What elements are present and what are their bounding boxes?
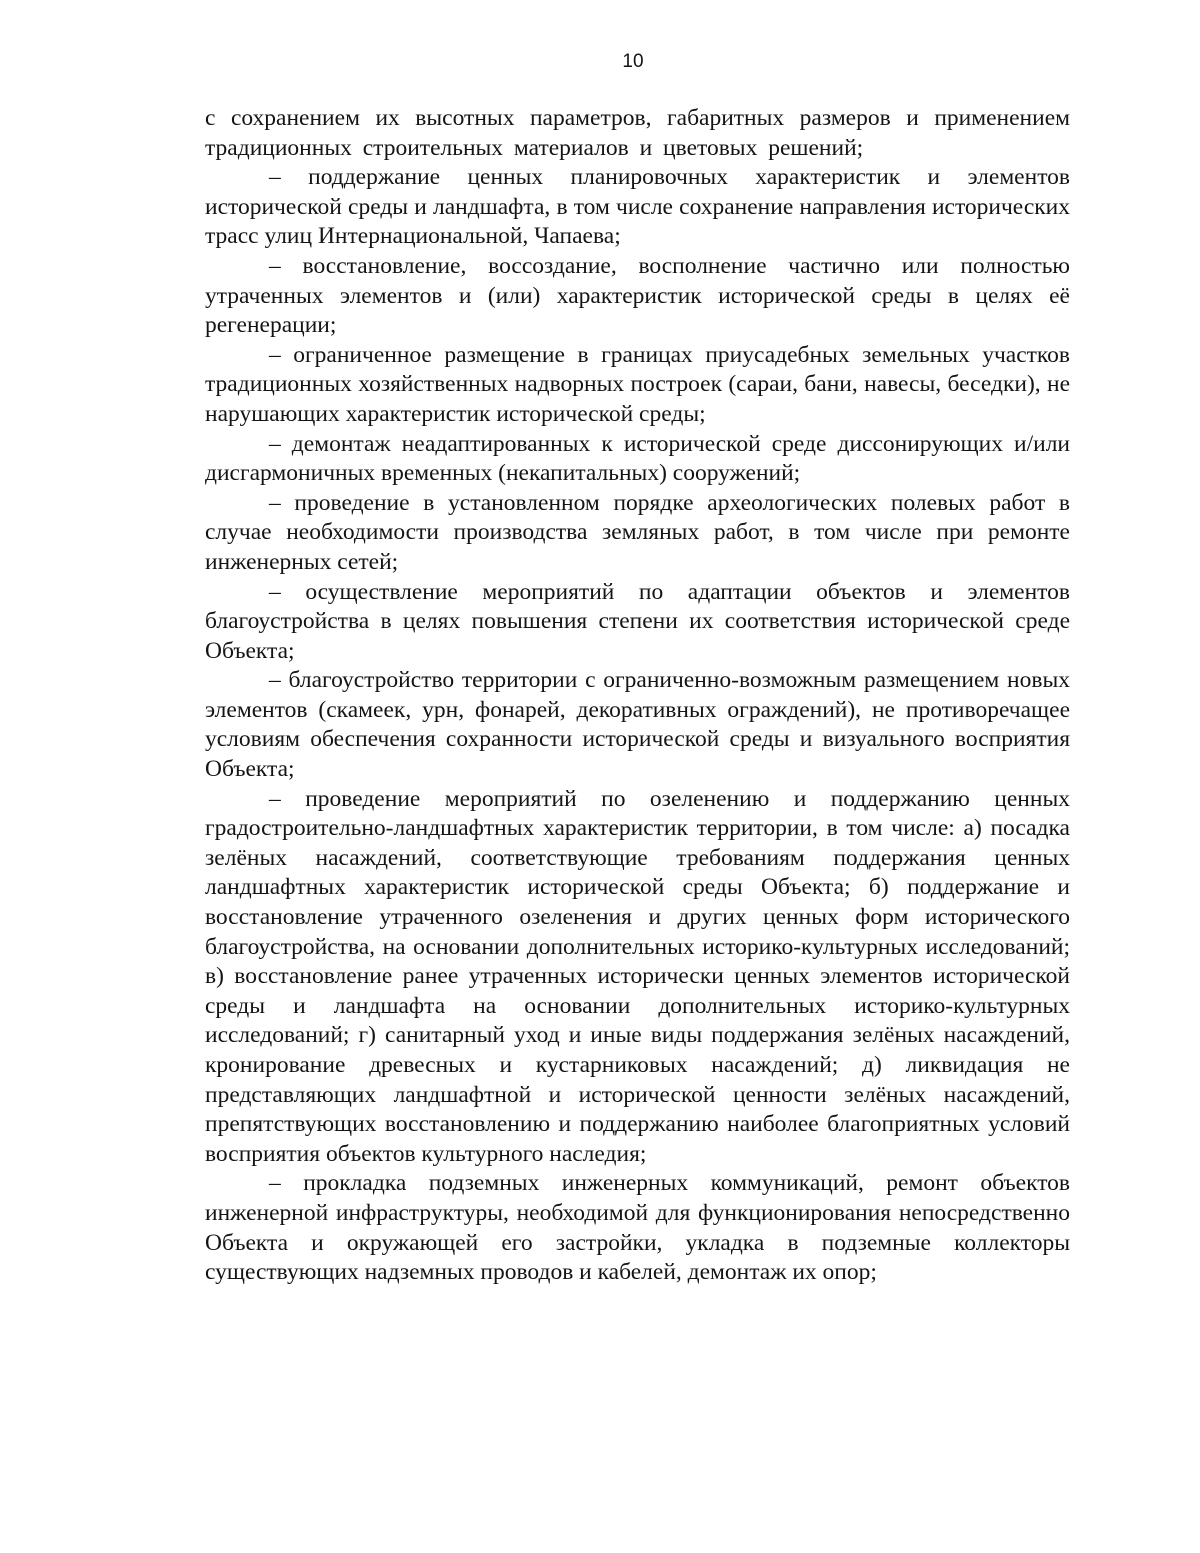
paragraph-planning-characteristics: – поддержание ценных планировочных характеристик и элементов исторической среды и ландшафта, в том числе сохранение направления исторических трасс улиц Интернациональной, Чапаева;	[205, 164, 1070, 250]
page-number: 10	[622, 51, 644, 72]
paragraph-greening: – проведение мероприятий по озеленению и поддержанию ценных градостроительно-ландшафтных характеристик территории, в том числе: а) посадка зелёных насаждений, соответствующие требованиям поддержания ценных ландшафтных характеристик исторической среды Объекта; б) поддержание и восстановление утраченного озеленения и других ценных форм исторического благоустройства, на основании дополнительных историко-культурных исследований; в) восстановление ранее утраченных исторически ценных элементов исторической среды и ландшафта на основании дополнительных историко-культурных исследований; г) санитарный уход и иные виды поддержания зелёных насаждений, кронирование древесных и кустарниковых насаждений; д) ликвидация не представляющих ландшафтной и исторической ценности зелёных насаждений, препятствующих восстановлению и поддержанию наиболее благоприятных условий восприятия объектов культурного наследия;	[205, 785, 1070, 1167]
document-body	[205, 104, 1070, 1288]
paragraph-landscaping: – благоустройство территории с ограниченно-возможным размещением новых элементов (скамеек, урн, фонарей, декоративных ограждений), не противоречащее условиям обеспечения сохранности исторической среды и визуального восприятия Объекта;	[205, 667, 1070, 783]
paragraph-continuation: с сохранением их высотных параметров, габаритных размеров и применением традиционных строительных материалов и цветовых решений;	[205, 105, 1070, 161]
paragraph-archaeology: – проведение в установленном порядке археологических полевых работ в случае необходимости производства земляных работ, в том числе при ремонте инженерных сетей;	[205, 489, 1070, 575]
paragraph-dismantling: – демонтаж неадаптированных к исторической среде диссонирующих и/или дисгармоничных временных (некапитальных) сооружений;	[205, 430, 1070, 487]
paragraph-adaptation: – осуществление мероприятий по адаптации объектов и элементов благоустройства в целях повышения степени их соответствия исторической среде Объекта;	[205, 578, 1070, 664]
paragraph-outbuildings: – ограниченное размещение в границах приусадебных земельных участков традиционных хозяйственных надворных построек (сараи, бани, навесы, беседки), не нарушающих характеристик исторической среды;	[205, 341, 1070, 427]
paragraph-restoration: – восстановление, воссоздание, восполнение частично или полностью утраченных элементов и (или) характеристик исторической среды в целях её регенерации;	[205, 252, 1070, 339]
paragraph-utilities: – прокладка подземных инженерных коммуникаций, ремонт объектов инженерной инфраструктуры, необходимой для функционирования непосредственно Объекта и окружающей его застройки, укладка в подземные коллекторы существующих надземных проводов и кабелей, демонтаж их опор;	[205, 1170, 1070, 1286]
